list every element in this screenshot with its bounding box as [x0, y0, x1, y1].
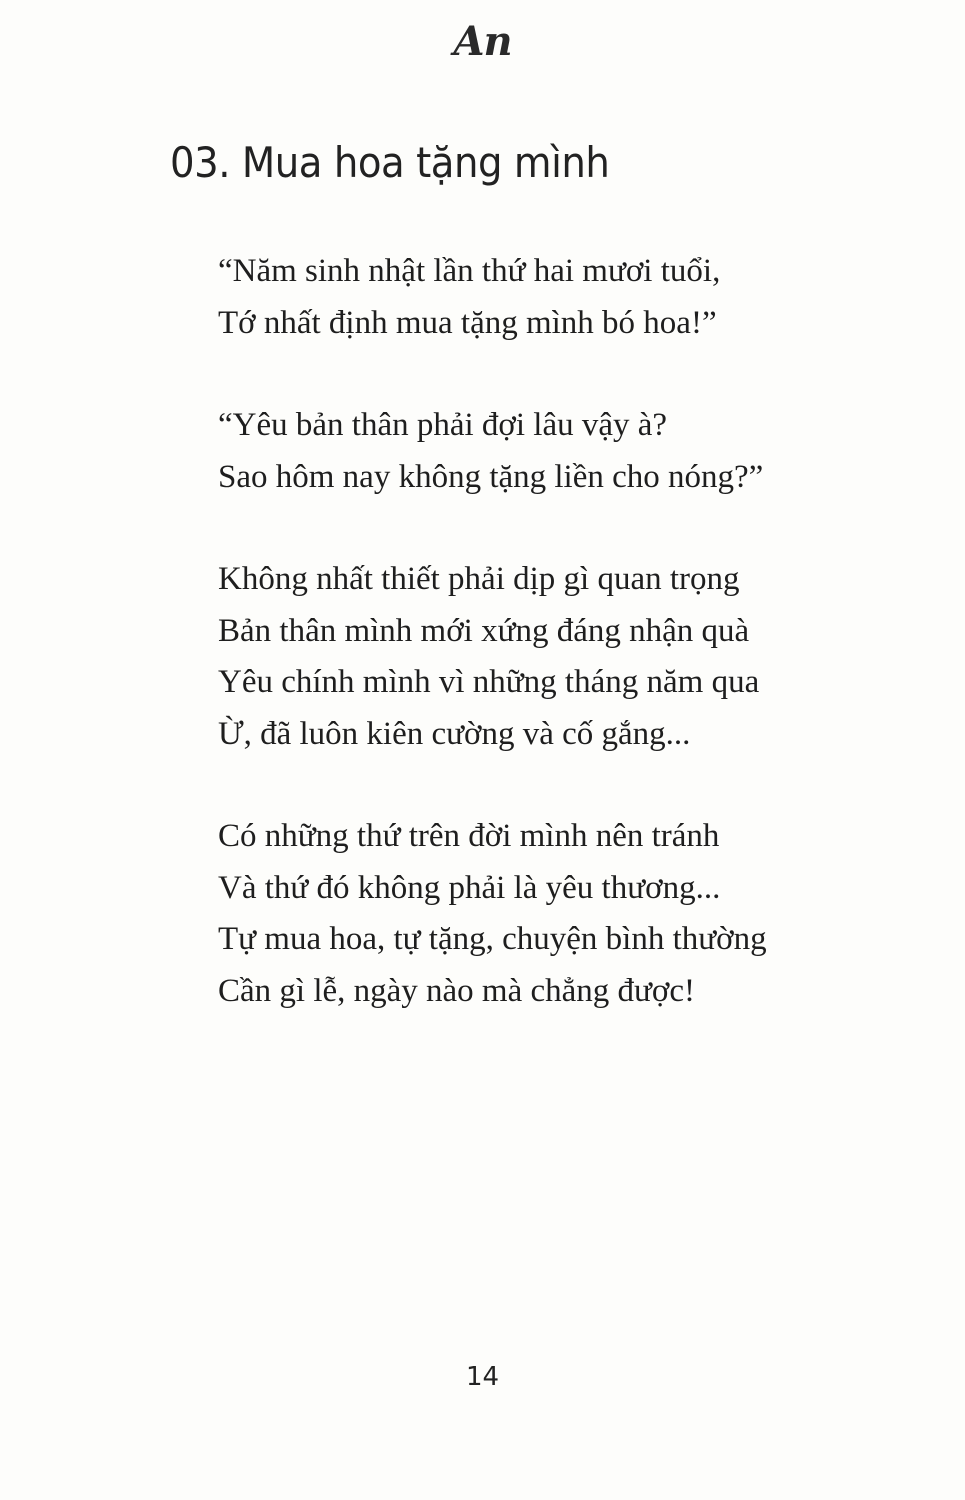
stanza — [218, 554, 918, 760]
poem-line: Bản thân mình mới xứng đáng nhận quà — [218, 612, 750, 649]
poem-line: Sao hôm nay không tặng liền cho nóng?” — [218, 458, 764, 495]
poem-line: Tự mua hoa, tự tặng, chuyện bình thường — [218, 921, 767, 957]
poem-line: Không nhất thiết phải dịp gì quan trọng — [218, 561, 740, 597]
stanza — [218, 811, 918, 1017]
poem-line: “Năm sinh nhật lần thứ hai mươi tuổi, — [218, 253, 721, 289]
poem-title: 03. Mua hoa tặng mình — [170, 138, 610, 187]
poem-line: Có những thứ trên đời mình nên tránh — [218, 818, 720, 854]
stanza — [218, 400, 918, 503]
poem-line: Ừ, đã luôn kiên cường và cố gắng... — [218, 715, 691, 752]
page-number: 14 — [465, 1362, 500, 1392]
running-header: An — [453, 18, 512, 65]
poem-body — [218, 246, 918, 1068]
poem-line: Cần gì lễ, ngày nào mà chẳng được! — [218, 972, 696, 1009]
poem-line: “Yêu bản thân phải đợi lâu vậy à? — [218, 407, 668, 443]
poem-line: Và thứ đó không phải là yêu thương... — [218, 869, 721, 906]
poem-line: Yêu chính mình vì những tháng năm qua — [218, 664, 760, 700]
poem-line: Tớ nhất định mua tặng mình bó hoa!” — [218, 304, 717, 341]
stanza — [218, 246, 918, 349]
